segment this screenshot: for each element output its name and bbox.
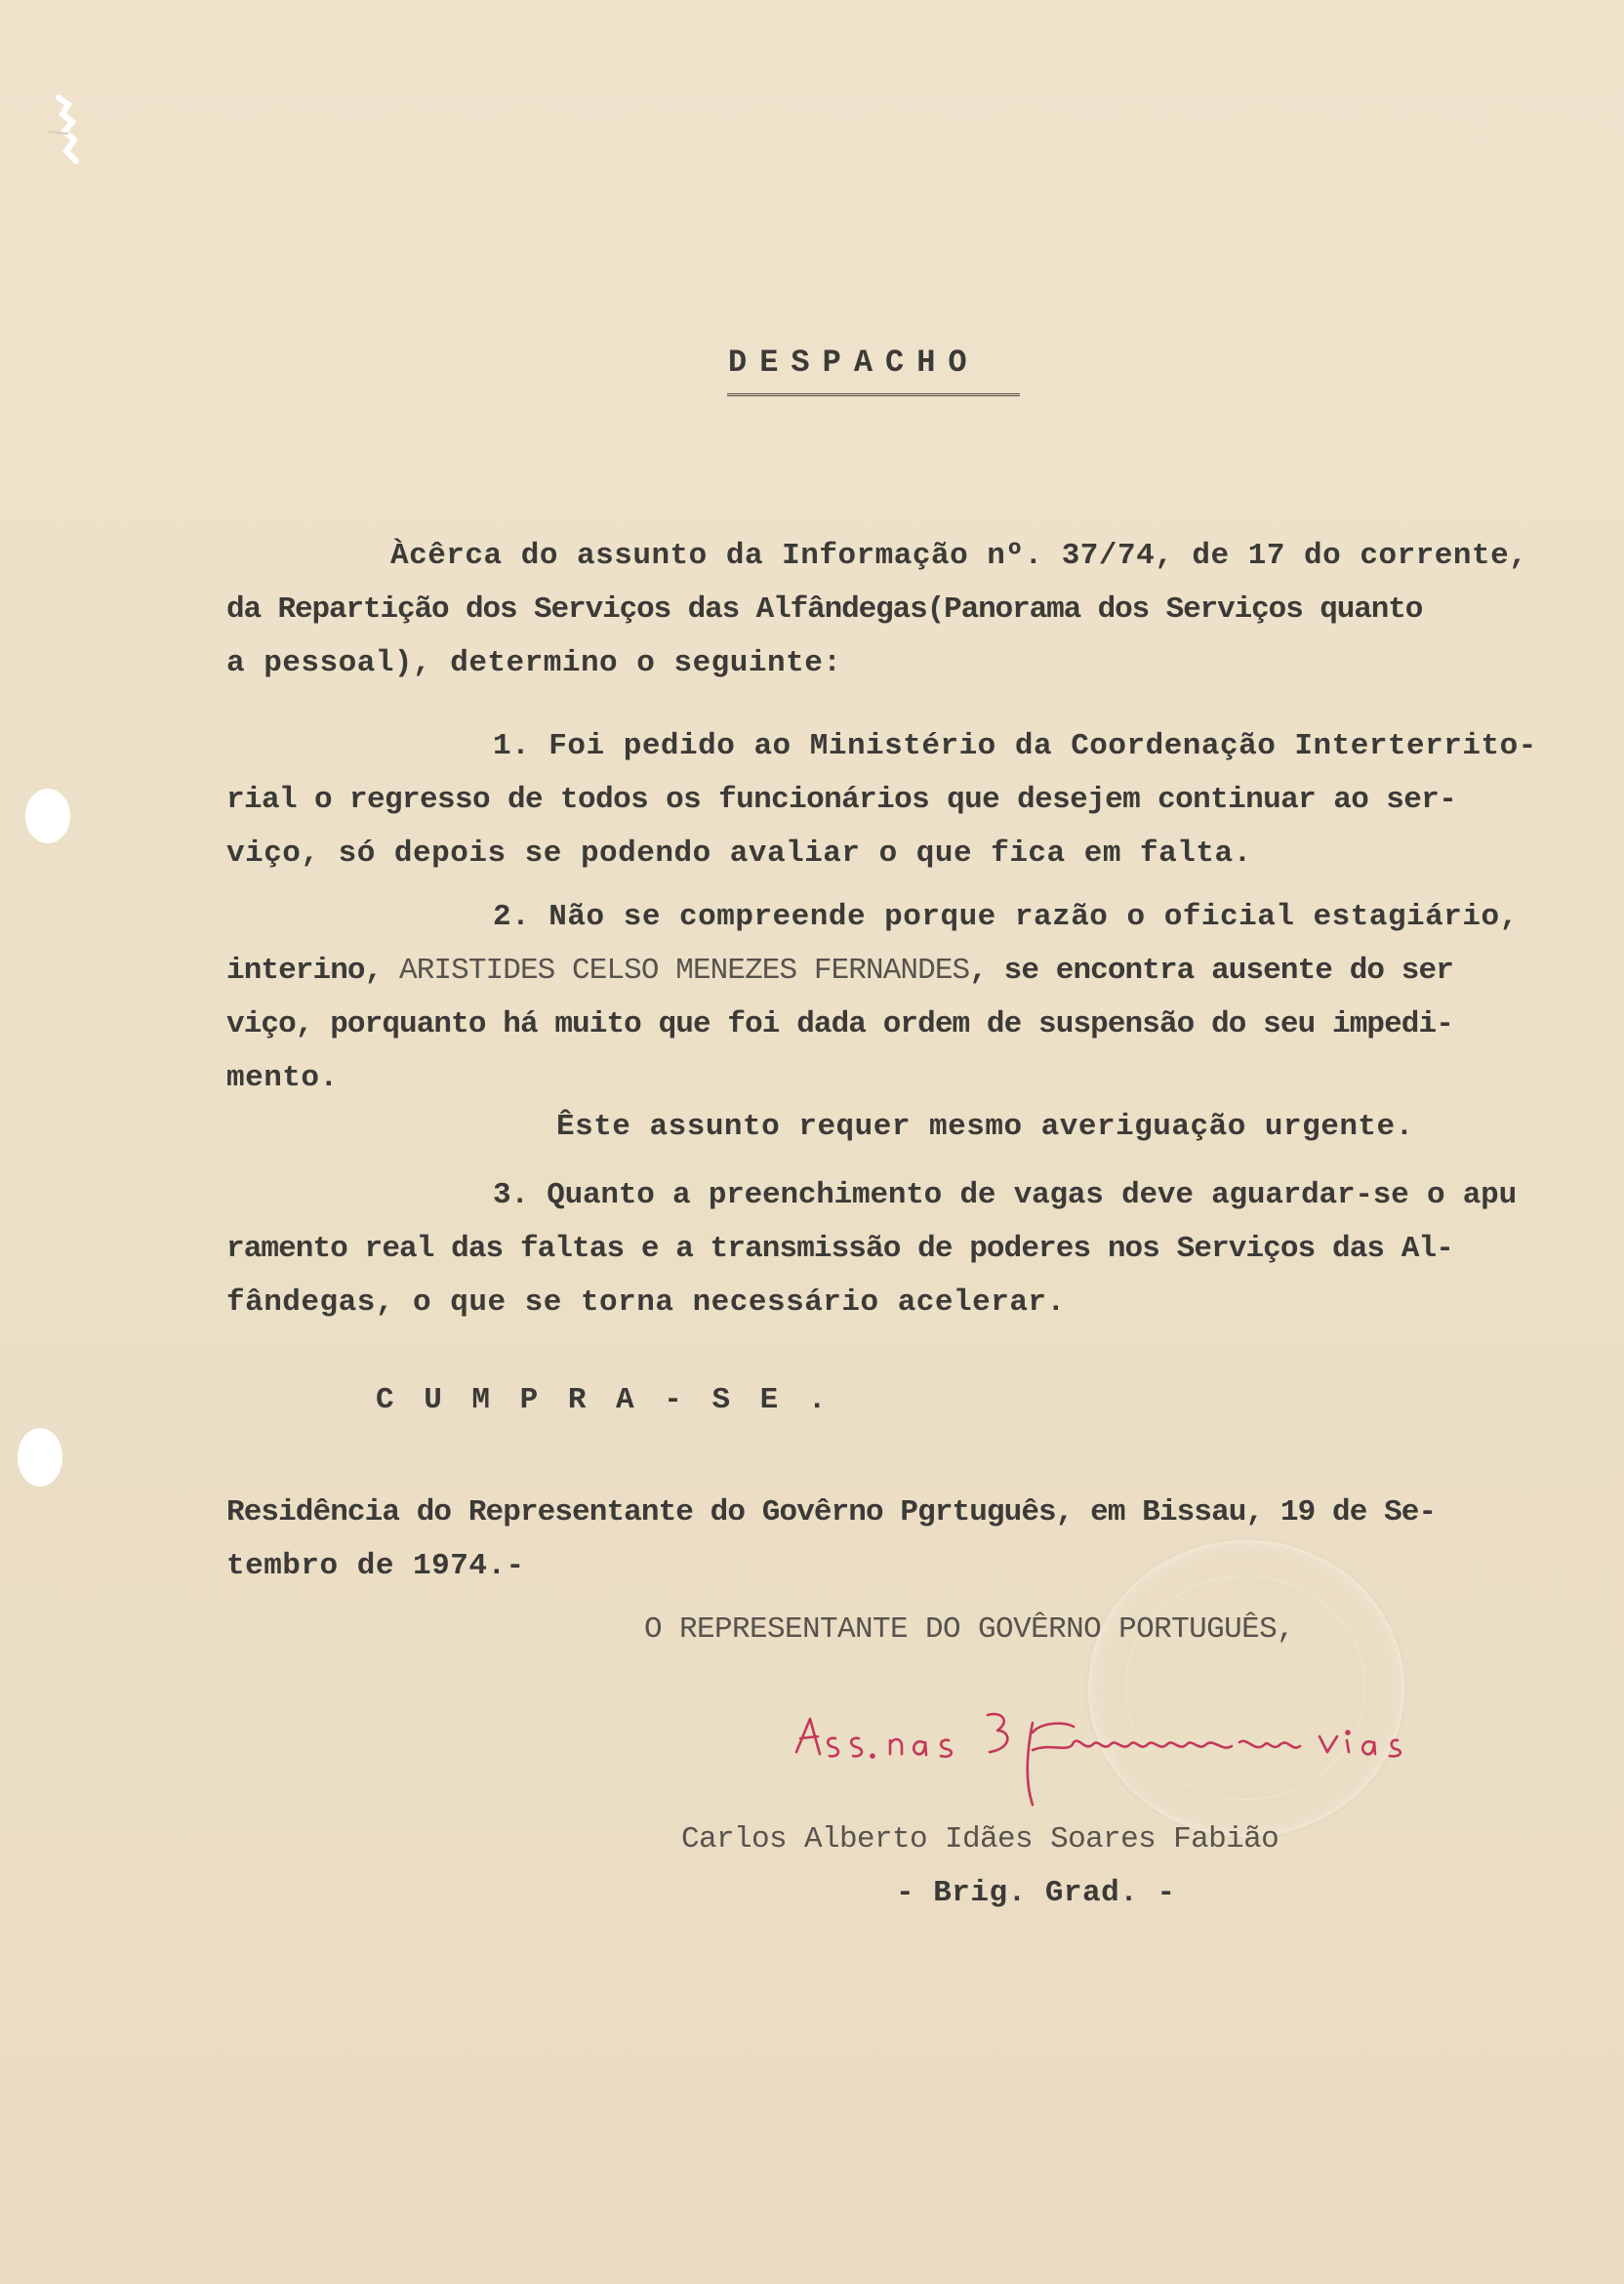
urgent-note: Êste assunto requer mesmo averiguação urgente.	[556, 1110, 1414, 1144]
item-3-line-2: ramento real das faltas e a transmissão de poderes nos Serviços das Al-	[226, 1232, 1453, 1266]
item-2-line-2	[226, 952, 1453, 991]
intro-line-3: a pessoal), determino o seguinte:	[226, 646, 842, 680]
signatory-name: Carlos Alberto Idães Soares Fabião	[681, 1822, 1279, 1856]
item-2-line-2-pre: interino,	[226, 954, 400, 988]
item-1-line-2: rial o regresso de todos os funcionários que desejem continuar ao ser-	[226, 783, 1457, 817]
intro-line-2: da Repartição dos Serviços das Alfândegas(Panorama dos Serviços quanto	[226, 592, 1423, 627]
intro-line-1: Àcêrca do assunto da Informação nº. 37/74, de 17 do corrente,	[390, 539, 1528, 573]
item-1-line-1: 1. Foi pedido ao Ministério da Coordenação Interterrito-	[493, 729, 1537, 763]
staple-tear-mark	[39, 93, 107, 171]
document-title: DESPACHO	[728, 345, 980, 381]
item-2-line-1: 2. Não se compreende porque razão o oficial estagiário,	[493, 900, 1519, 934]
handwritten-signature-note	[781, 1693, 1415, 1811]
item-2-line-3: viço, porquanto há muito que foi dada ordem de suspensão do seu impedi-	[226, 1007, 1453, 1041]
punch-hole-lower	[18, 1428, 62, 1487]
punch-hole-upper	[25, 789, 70, 843]
item-3-line-1: 3. Quanto a preenchimento de vagas deve aguardar-se o apu	[493, 1178, 1517, 1212]
item-2-line-4: mento.	[226, 1061, 339, 1095]
item-1-line-3: viço, só depois se podendo avaliar o que fica em falta.	[226, 836, 1252, 871]
signatory-rank: - Brig. Grad. -	[896, 1876, 1176, 1910]
place-date-line-1: Residência do Representante do Govêrno Pgrtuguês, em Bissau, 19 de Se-	[226, 1495, 1437, 1529]
place-date-line-2: tembro de 1974.-	[226, 1549, 525, 1583]
item-3-line-3: fândegas, o que se torna necessário acelerar.	[226, 1285, 1066, 1320]
absent-official-name: ARISTIDES CELSO MENEZES FERNANDES	[399, 954, 970, 988]
item-2-line-2-post: , se encontra ausente do ser	[969, 954, 1453, 988]
title-underline	[727, 393, 1020, 396]
order-text: C U M P R A - S E .	[376, 1383, 832, 1417]
signatory-title: O REPRESENTANTE DO GOVÊRNO PORTUGUÊS,	[644, 1612, 1295, 1647]
